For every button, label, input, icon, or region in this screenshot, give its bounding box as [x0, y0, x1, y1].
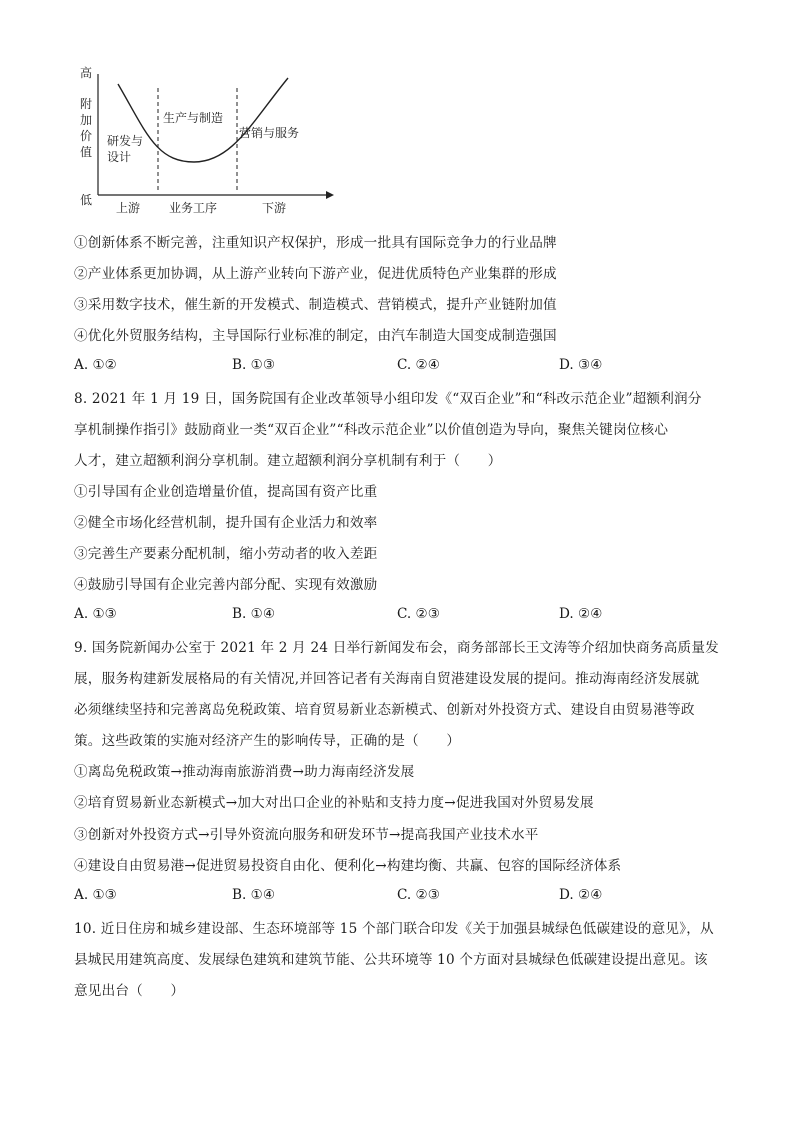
q9-choice-b: B. ①④	[232, 887, 276, 903]
q8-option-3: ③完善生产要素分配机制，缩小劳动者的收入差距	[74, 546, 378, 562]
y-low-label: 低	[80, 193, 93, 207]
q9-stem-line-1: 9. 国务院新闻办公室于 2021 年 2 月 24 日举行新闻发布会，商务部部长王文涛等介绍加快商务高质量发	[74, 640, 719, 656]
q7-choice-d: D. ③④	[559, 357, 603, 373]
region-left-label-1: 研发与	[107, 134, 144, 148]
q9-choice-a: A. ①③	[74, 887, 117, 903]
q9-stem-line-3: 必须继续坚持和完善离岛免税政策、培育贸易新业态新模式、创新对外投资方式、建设自由贸易港等政	[74, 702, 695, 718]
q7-choice-c: C. ②④	[397, 357, 440, 373]
q8-choice-c: C. ②③	[397, 606, 440, 622]
q8-choice-b: B. ①④	[232, 606, 276, 622]
q10-stem-line-2: 县城民用建筑高度、发展绿色建筑和建筑节能、公共环境等 10 个方面对县城绿色低碳建设提出意见。该	[74, 952, 708, 968]
q7-choice-a: A. ①②	[74, 357, 117, 373]
q7-choice-b: B. ①③	[232, 357, 276, 373]
q7-option-2: ②产业体系更加协调，从上游产业转向下游产业，促进优质特色产业集群的形成	[74, 266, 557, 282]
q9-choice-d: D. ②④	[559, 887, 603, 903]
x-label-process: 业务工序	[169, 201, 218, 215]
y-axis-label-3: 价	[80, 129, 93, 143]
x-label-upstream: 上游	[116, 201, 141, 215]
q7-option-1: ①创新体系不断完善，注重知识产权保护，形成一批具有国际竞争力的行业品牌	[74, 235, 557, 251]
q8-option-1: ①引导国有企业创造增量价值，提高国有资产比重	[74, 484, 378, 500]
q10-stem-line-3: 意见出台（ ）	[74, 983, 185, 999]
y-axis-label-2: 加	[80, 113, 93, 127]
q9-choices	[74, 887, 634, 907]
y-axis-label-1: 附	[80, 97, 93, 111]
x-axis-arrow	[326, 191, 334, 199]
y-axis-label-4: 值	[80, 145, 93, 159]
smile-curve-figure	[76, 62, 336, 222]
q7-option-3: ③采用数字技术，催生新的开发模式、制造模式、营销模式，提升产业链附加值	[74, 297, 557, 313]
q8-option-4: ④鼓励引导国有企业完善内部分配、实现有效激励	[74, 577, 378, 593]
q8-choice-a: A. ①③	[74, 606, 117, 622]
region-left-label-2: 设计	[107, 150, 132, 164]
q8-option-2: ②健全市场化经营机制，提升国有企业活力和效率	[74, 515, 378, 531]
q8-choices	[74, 606, 634, 626]
q9-option-1: ①离岛免税政策→推动海南旅游消费→助力海南经济发展	[74, 764, 415, 780]
q7-option-4: ④优化外贸服务结构，主导国际行业标准的制定，由汽车制造大国变成制造强国	[74, 328, 557, 344]
q10-stem-line-1: 10. 近日住房和城乡建设部、生态环境部等 15 个部门联合印发《关于加强县城绿色低碳建设的意见》，从	[74, 921, 714, 937]
q9-option-2: ②培育贸易新业态新模式→加大对出口企业的补贴和支持力度→促进我国对外贸易发展	[74, 795, 594, 811]
q8-stem-line-1: 8. 2021 年 1 月 19 日，国务院国有企业改革领导小组印发《“双百企业”和“科改示范企业”超额利润分	[74, 391, 702, 407]
q9-option-3: ③创新对外投资方式→引导外资流向服务和研发环节→提高我国产业技术水平	[74, 827, 539, 843]
q8-stem-line-3: 人才，建立超额利润分享机制。建立超额利润分享机制有利于（ ）	[74, 453, 502, 469]
q9-option-4: ④建设自由贸易港→促进贸易投资自由化、便利化→构建均衡、共赢、包容的国际经济体系	[74, 858, 622, 874]
q9-stem-line-2: 展，服务构建新发展格局的有关情况,并回答记者有关海南自贸港建设发展的提问。推动海南经济发展就	[74, 671, 700, 687]
q9-stem-line-4: 策。这些政策的实施对经济产生的影响传导，正确的是（ ）	[74, 733, 461, 749]
y-high-label: 高	[80, 66, 93, 80]
q9-choice-c: C. ②③	[397, 887, 440, 903]
q8-stem-line-2: 享机制操作指引》鼓励商业一类“双百企业”“科改示范企业”以价值创造为导向，聚焦关键岗位核心	[74, 422, 669, 438]
x-label-downstream: 下游	[262, 201, 287, 215]
q8-choice-d: D. ②④	[559, 606, 603, 622]
q7-choices	[74, 357, 634, 377]
region-right-label: 营销与服务	[239, 126, 300, 140]
region-middle-label: 生产与制造	[163, 111, 224, 125]
